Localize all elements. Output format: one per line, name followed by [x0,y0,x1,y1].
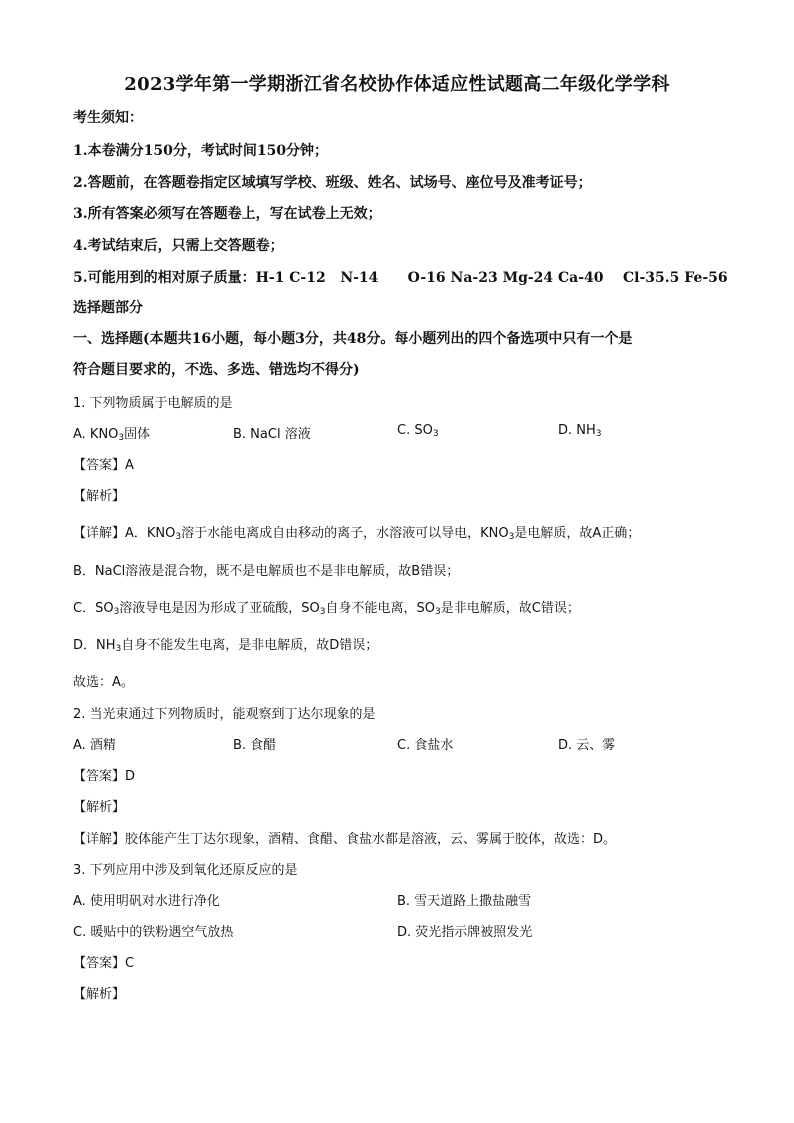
section-instruction-1: 一、选择题(本题共16小题，每小题3分，共48分。每小题列出的四个备选项中只有一个是 [73,331,633,347]
q1-option-d: D. $NH_3$ [558,423,602,439]
notice-item-1: 1.本卷满分150分，考试时间150分钟； [73,143,329,159]
q1-answer: 【答案】A [73,458,134,473]
q3-stem: 3. 下列应用中涉及到氧化还原反应的是 [73,863,298,878]
section-label: 选择题部分 [73,300,143,316]
q3-option-c: C. 暖贴中的铁粉遇空气放热 [73,925,234,940]
q2-answer: 【答案】D [73,769,136,784]
q3-option-a: A. 使用明矾对水进行净化 [73,894,220,909]
q3-answer: 【答案】C [73,956,135,971]
q1-detail-b: B．NaCl溶液是混合物，既不是电解质也不是非电解质，故B错误； [73,564,460,579]
q1-option-c: C. $SO_3$ [397,423,439,439]
q2-stem: 2. 当光束通过下列物质时，能观察到丁达尔现象的是 [73,707,376,722]
q1-option-b: B. NaCl 溶液 [233,427,311,442]
q1-stem: 1. 下列物质属于电解质的是 [73,396,233,411]
notice-item-4: 4.考试结束后，只需上交答题卷； [73,238,284,254]
q2-option-d: D. 云、雾 [558,738,616,753]
q3-analysis-label: 【解析】 [73,987,126,1002]
q1-conclusion: 故选：A。 [73,675,134,690]
q2-analysis-label: 【解析】 [73,800,126,815]
section-instruction-2: 符合题目要求的，不选、多选、错选均不得分) [73,362,360,378]
q1-detail-c: C．$SO_3$溶液导电是因为形成了亚硫酸，$SO_3$自身不能电离，$SO_3$是非电解质，故C错误； [73,601,580,617]
q1-detail-d: D．$NH_3$自身不能发生电离，是非电解质，故D错误； [73,638,379,654]
q3-option-d: D. 荧光指示牌被照发光 [397,925,533,940]
q2-detail: 【详解】胶体能产生丁达尔现象，酒精、食醋、食盐水都是溶液，云、雾属于胶体，故选：D。 [73,832,617,847]
q2-option-a: A. 酒精 [73,738,116,753]
page-title: 2023学年第一学期浙江省名校协作体适应性试题高二年级化学学科 [124,74,670,95]
q1-option-a: A. $KNO_3$固体 [73,427,151,443]
q1-detail-a: 【详解】A．$KNO_3$溶于水能电离成自由移动的离子，水溶液可以导电，$KNO_3$是电解质，故A正确； [73,526,641,542]
notice-item-2: 2.答题前，在答题卷指定区域填写学校、班级、姓名、试场号、座位号及准考证号； [73,175,592,191]
q3-option-b: B. 雪天道路上撒盐融雪 [397,894,532,909]
q2-option-c: C. 食盐水 [397,738,454,753]
notice-item-3: 3.所有答案必须写在答题卷上，写在试卷上无效； [73,206,382,222]
notice-item-5: 5.可能用到的相对原子质量：H-1 C-12 N-14 O-16 Na-23 Mg-24 Ca-40 Cl-35.5 Fe-56 [73,270,728,286]
notice-heading: 考生须知： [73,110,143,126]
q1-analysis-label: 【解析】 [73,489,126,504]
q2-option-b: B. 食醋 [233,738,277,753]
